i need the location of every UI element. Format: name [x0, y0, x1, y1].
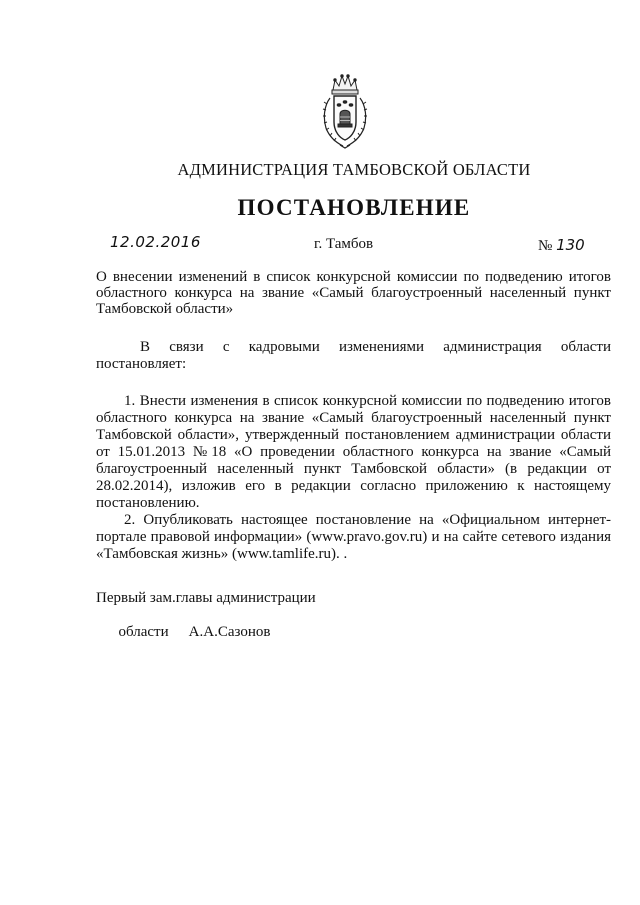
number-value: 130: [556, 236, 585, 254]
number-prefix: №: [538, 238, 553, 254]
organization-name: АДМИНИСТРАЦИЯ ТАМБОВСКОЙ ОБЛАСТИ: [177, 160, 531, 179]
coat-of-arms-icon: [321, 72, 369, 150]
document-subject: О внесении изменений в список конкурсной комиссии по подведению итогов областного конкурса на звание «Самый благоустроенный населенный пункт Тамбовской области»: [96, 269, 611, 317]
signer-position-line2: области: [118, 624, 169, 640]
body-intro: В связи с кадровыми изменениями администрация области постановляет:: [96, 339, 611, 372]
body-item-2: 2. Опубликовать настоящее постановление на «Официальном интернет-портале правовой информации» (www.pravo.gov.ru) и на сайте сетевого издания «Тамбовская жизнь» (www.tamlife.ru). .: [96, 512, 611, 562]
document-city: г. Тамбов: [314, 236, 374, 252]
document-type-title: ПОСТАНОВЛЕНИЕ: [237, 195, 471, 220]
document-body: [96, 339, 611, 563]
signer-position-line1: Первый зам.главы администрации: [96, 590, 316, 606]
signer-name: А.А.Сазонов: [188, 624, 271, 640]
signature-block: [96, 590, 316, 658]
body-item-1: 1. Внести изменения в список конкурсной комиссии по подведению итогов областного конкурса на звание «Самый благоустроенный населенный пункт Тамбовской области», утвержденный постановлением администрации области от 15.01.2013 №18 «О проведении областного конкурса на звание «Самый благоустроенный населенный пункт Тамбовской области» (в редакции от 28.02.2014), изложив его в редакции согласно приложению к настоящему постановлению.: [96, 393, 611, 511]
document-date: 12.02.2016: [110, 233, 201, 251]
document-number: [538, 236, 585, 255]
